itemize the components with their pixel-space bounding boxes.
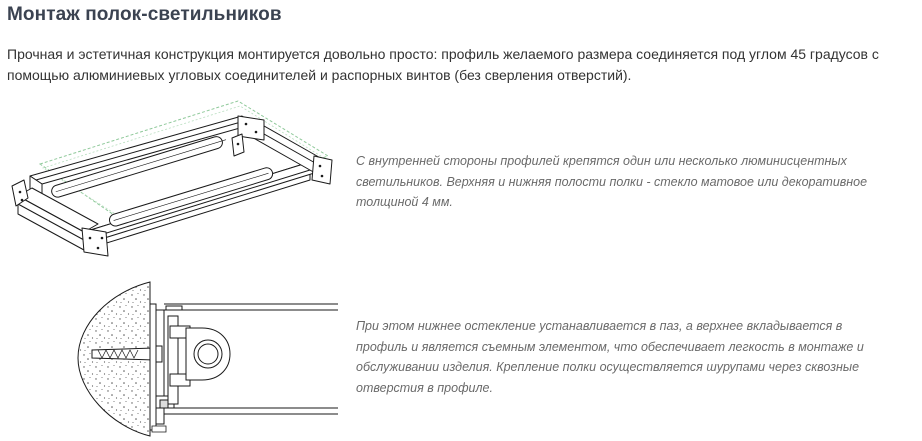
page-title: Монтаж полок-светильников [7,4,282,25]
intro-line: Прочная и эстетичная конструкция монтируется довольно просто: профиль желаемого размера соединяется под углом 45 градусов с [7,46,879,62]
caption-line: обслуживании изделия. Крепление полки осуществляется шурупами через сквозные [356,360,860,374]
caption-line: профиль и является съемным элементом, что обеспечивает легкость в монтаже и [356,339,864,354]
caption-line: светильников. Верхняя и нижняя полости полки - стекло матовое или декоративное [356,174,868,189]
shelf-assembly-drawing-icon [10,98,340,266]
caption-line: толщиной 4 мм. [356,195,453,209]
caption-mounting [356,316,864,398]
caption-lighting [356,151,867,213]
intro-paragraph [7,44,919,86]
intro-line: помощью алюминиевых угловых соединителей и распорных винтов (без сверления отверстий). [7,67,632,83]
caption-line: При этом нижнее остекление устанавливается в паз, а верхнее вкладывается в [356,319,843,333]
caption-line: отверстия в профиле. [356,380,493,395]
profile-cross-section-drawing-icon [70,280,340,438]
caption-line: С внутренней стороны профилей крепятся один или несколько люминисцентных [356,154,847,168]
